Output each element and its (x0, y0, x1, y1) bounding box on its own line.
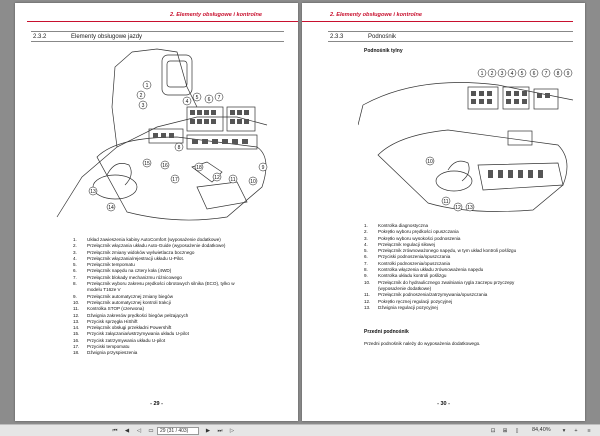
item-number: 11. (73, 306, 80, 312)
callout-16 (161, 161, 169, 169)
svg-text:13: 13 (90, 189, 96, 195)
item-number: 13. (73, 318, 80, 324)
section-number: 2.3.2 (33, 34, 47, 40)
callout-9 (259, 163, 267, 171)
svg-text:11: 11 (230, 177, 236, 183)
callout-9 (564, 69, 572, 77)
item-text: Kontrolka włączenia układu zrównoważenia napędu (378, 267, 484, 273)
rear-linkage-figure (358, 65, 578, 215)
item-text: Kontrolka diagnostyczna (378, 223, 429, 228)
subheading-rear-linkage: Podnośnik tylny (364, 48, 403, 54)
callout-6 (205, 95, 213, 103)
item-text: Przełącznik zrównoważonego napędu, w tym układ kontroli poślizgu (378, 248, 517, 254)
svg-text:16: 16 (162, 163, 168, 169)
svg-text:14: 14 (108, 205, 114, 211)
item-number: 3. (73, 249, 77, 255)
item-number: 8. (364, 267, 368, 273)
callout-1 (478, 69, 486, 77)
item-number: 14. (73, 325, 80, 331)
svg-text:5: 5 (195, 95, 199, 101)
item-number: 16. (73, 337, 80, 343)
callout-10 (249, 177, 257, 185)
section-heading (31, 31, 284, 42)
item-text: Przycisk załączania/wstrzymywania układu U-pilot (87, 331, 189, 337)
svg-text:3: 3 (500, 71, 504, 77)
item-number: 9. (73, 293, 77, 299)
figure-callouts (426, 69, 572, 211)
previous-page-icon[interactable]: ◀ (124, 428, 130, 434)
fit-page-icon[interactable]: ⊡ (490, 428, 496, 434)
svg-text:12: 12 (455, 205, 461, 211)
item-number: 4. (73, 255, 77, 261)
callout-12 (213, 173, 221, 181)
item-text: Przełącznik tempomatu (87, 262, 135, 268)
callout-8 (554, 69, 562, 77)
callout-4 (183, 97, 191, 105)
item-text: Przełącznik zmiany widoków wyświetlacza bocznego (87, 249, 195, 255)
header-rule (302, 21, 573, 22)
svg-text:7: 7 (217, 95, 221, 101)
driving-controls-list (73, 237, 288, 357)
svg-text:13: 13 (467, 205, 473, 211)
item-text: Przycisk zatrzymywania układu U-pilot (87, 337, 166, 343)
callout-3 (498, 69, 506, 77)
section-title: Podnośnik (368, 34, 397, 40)
callout-1 (143, 81, 151, 89)
section-title: Elementy obsługowe jazdy (71, 34, 143, 40)
item-text: modelu T162e V (87, 287, 121, 293)
callout-13 (89, 187, 97, 195)
callout-13 (466, 203, 474, 211)
svg-text:8: 8 (177, 145, 181, 151)
callout-4 (508, 69, 516, 77)
item-text: Przełącznik do hydraulicznego zwalniania rygla zaczepu przyczepy (378, 279, 515, 285)
page-number: - 30 - (437, 401, 450, 407)
svg-text:5: 5 (520, 71, 524, 77)
item-number: 15. (73, 331, 80, 337)
svg-text:9: 9 (566, 71, 570, 77)
callout-17 (171, 175, 179, 183)
callout-10 (426, 157, 434, 165)
item-text: Kontrolka STOP (czerwona) (87, 306, 145, 312)
svg-text:3: 3 (141, 103, 145, 109)
svg-text:1: 1 (480, 71, 484, 77)
item-number: 10. (364, 279, 371, 285)
item-number: 4. (364, 241, 368, 247)
item-text: Przełącznik napędu na cztery koła (4WD) (87, 268, 172, 274)
item-number: 11. (364, 292, 371, 298)
callout-12 (454, 203, 462, 211)
driving-controls-figure (37, 47, 283, 225)
item-number: 6. (364, 254, 368, 260)
zoom-level[interactable]: 84,40% (532, 427, 551, 433)
svg-text:6: 6 (532, 71, 536, 77)
svg-text:18: 18 (196, 165, 202, 171)
item-text: Pokrętło ręcznej regulacji pozycyjnej (378, 298, 453, 304)
item-number: 6. (73, 268, 77, 274)
item-number: 7. (364, 260, 368, 266)
svg-text:6: 6 (207, 97, 211, 103)
fit-width-icon[interactable]: ⊞ (502, 428, 508, 434)
item-text: Dźwignia zakresów prędkości biegów pełzających (87, 312, 189, 318)
item-number: 5. (73, 262, 77, 268)
item-number: 1. (73, 237, 77, 242)
item-number: 18. (73, 350, 80, 356)
callout-7 (542, 69, 550, 77)
item-text: Przełącznik automatycznej zmiany biegów (87, 293, 174, 299)
item-number: 1. (364, 223, 368, 228)
svg-text:4: 4 (510, 71, 514, 77)
svg-text:15: 15 (144, 161, 150, 167)
item-number: 9. (364, 273, 368, 279)
subheading-front-linkage: Przedni podnośnik (364, 329, 409, 335)
menu-icon[interactable]: ≡ (587, 428, 591, 434)
item-text: Przyciski podnoszenia/opuszczania (378, 254, 451, 260)
page-29 (15, 3, 298, 421)
item-number: 2. (73, 243, 77, 249)
svg-text:2: 2 (139, 93, 143, 99)
svg-text:10: 10 (427, 159, 433, 165)
svg-text:1: 1 (145, 83, 149, 89)
item-text: Przełącznik włączania układu Auto-Guide (wyposażenie dodatkowe) (87, 243, 226, 249)
callout-15 (143, 159, 151, 167)
callout-11 (442, 197, 450, 205)
callout-5 (518, 69, 526, 77)
list-item (73, 350, 288, 356)
single-page-icon[interactable]: ▯ (515, 428, 519, 434)
next-page-icon[interactable]: ▶ (205, 428, 211, 434)
svg-text:2: 2 (490, 71, 494, 77)
svg-text:17: 17 (172, 177, 178, 183)
item-text: Przełącznik automatycznej kontroli trakcji (87, 299, 171, 305)
item-number: 13. (364, 304, 371, 310)
item-text: Przełącznik regulacji siłowej (378, 241, 435, 247)
front-linkage-note: Przedni podnośnik należy do wyposażenia dodatkowego. (364, 341, 481, 346)
svg-text:7: 7 (544, 71, 548, 77)
item-text: Przycisk sprzęgła HiShift (87, 318, 138, 324)
svg-text:12: 12 (214, 175, 220, 181)
item-text: Przełącznik włączania/rejestracji układu U-Pilot. (87, 255, 185, 261)
item-text: Kontrolka układu kontroli poślizgu (378, 273, 447, 279)
callout-18 (195, 163, 203, 171)
item-text: Przełącznik obsługi przekładni Powershift (87, 325, 172, 331)
header-rule (27, 21, 298, 22)
chapter-header: 2. Elementy obsługowe i kontrolne (330, 12, 423, 18)
item-text: Pokrętło wyboru prędkości opuszczania (378, 229, 459, 235)
item-text: Przełącznik blokady mechanizmu różnicowego (87, 274, 182, 280)
callout-11 (229, 175, 237, 183)
item-number: 5. (364, 248, 368, 254)
forward-icon[interactable]: ▷ (229, 428, 235, 434)
section-number: 2.3.3 (330, 34, 344, 40)
item-number: 10. (73, 299, 80, 305)
rear-linkage-list (364, 223, 579, 311)
page-number-field[interactable]: 29 (31 / 403) (157, 427, 199, 435)
item-text: Pokrętło wyboru wysokości podnoszenia (378, 235, 461, 241)
callout-7 (215, 93, 223, 101)
svg-text:8: 8 (556, 71, 560, 77)
item-number: 8. (73, 281, 77, 287)
zoom-in-icon[interactable]: + (574, 428, 578, 434)
chapter-header: 2. Elementy obsługowe i kontrolne (169, 12, 262, 18)
item-number: 3. (364, 235, 368, 241)
item-number: 2. (364, 229, 368, 235)
item-text: Układ zawieszenia kabiny AutoComfort (wyposażenie dodatkowe) (87, 237, 221, 242)
svg-text:9: 9 (261, 165, 265, 171)
last-page-icon[interactable]: ⏭ (217, 427, 223, 434)
callout-3 (139, 101, 147, 109)
item-text: Dźwignia regulacji pozycyjnej (378, 304, 438, 310)
callout-2 (488, 69, 496, 77)
svg-text:11: 11 (443, 199, 449, 205)
callout-2 (137, 91, 145, 99)
callout-5 (193, 93, 201, 101)
svg-text:4: 4 (185, 99, 189, 105)
page-number: - 29 - (150, 401, 163, 407)
item-text: Dźwignia przyspieszenia (87, 350, 138, 356)
item-text: Przełącznik wyboru zakresu prędkości obrotowych silnika (ECO), tylko w (87, 281, 235, 287)
back-icon[interactable]: ◁ (136, 428, 142, 434)
page-30 (302, 3, 585, 421)
item-text: (wyposażenie dodatkowe) (378, 285, 432, 291)
section-heading (328, 31, 573, 42)
view-mode-icon[interactable]: ▭ (148, 428, 154, 434)
zoom-dropdown-icon[interactable]: ▾ (562, 428, 566, 434)
first-page-icon[interactable]: ⏮ (112, 427, 118, 434)
callout-8 (175, 143, 183, 151)
item-number: 7. (73, 274, 77, 280)
item-text: Kontrolki podnoszenia/opuszczania (378, 260, 451, 266)
item-text: Przełącznik podnoszenia/zatrzymywania/opuszczania (378, 292, 488, 298)
item-number: 17. (73, 344, 80, 350)
viewer-toolbar (0, 424, 600, 436)
item-number: 12. (364, 298, 371, 304)
svg-text:10: 10 (250, 179, 256, 185)
item-text: Przyciski tempomatu (87, 344, 130, 350)
item-number: 12. (73, 312, 80, 318)
list-item (364, 305, 579, 311)
callout-6 (530, 69, 538, 77)
callout-14 (107, 203, 115, 211)
